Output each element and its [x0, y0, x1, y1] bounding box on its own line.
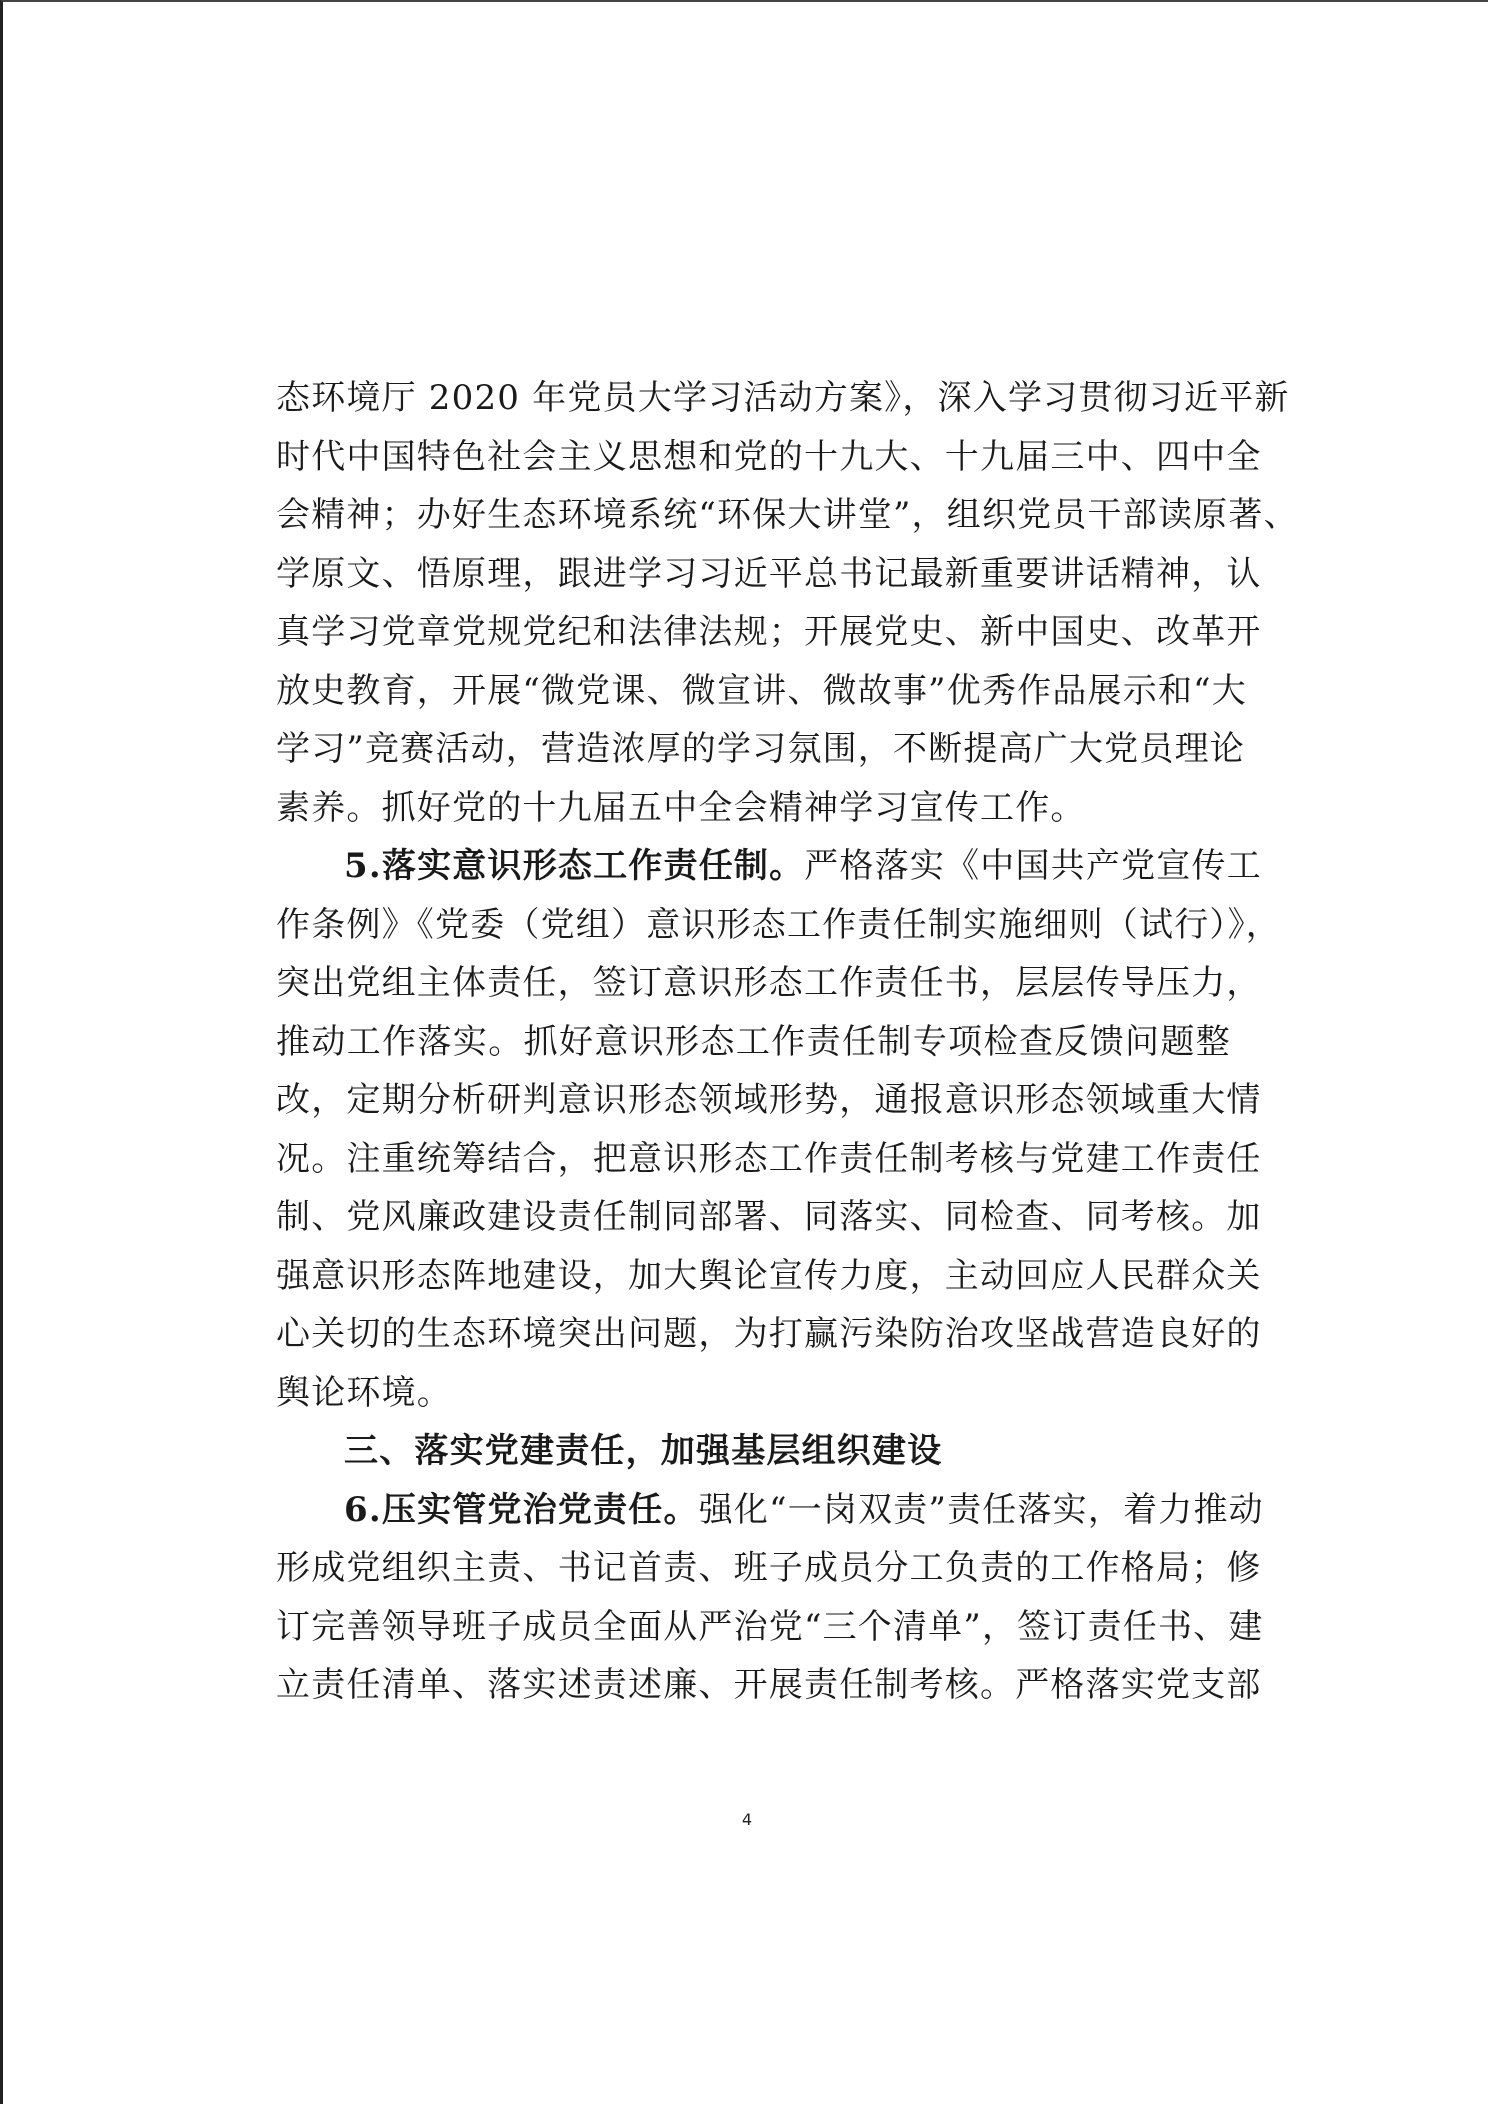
text-line: 况。注重统筹结合，把意识形态工作责任制考核与党建工作责任	[276, 1138, 1262, 1179]
item-heading: 5.落实意识形态工作责任制。	[344, 846, 805, 886]
text-line: 作条例》《党委（党组）意识形态工作责任制实施细则（试行）》，	[276, 904, 1281, 945]
text-line: 制、党风廉政建设责任制同部署、同落实、同检查、同考核。加	[276, 1197, 1262, 1237]
page-number: 4	[741, 1810, 753, 1829]
body-text	[276, 369, 1299, 1715]
text-line: 立责任清单、落实述责述廉、开展责任制考核。严格落实党支部	[276, 1665, 1262, 1705]
item-heading-rest: 强化“一岗双责”责任落实，着力推动	[698, 1489, 1264, 1530]
text-line: 形成党组织主责、书记首责、班子成员分工负责的工作格局；修	[276, 1548, 1262, 1588]
text-line: 改，定期分析研判意识形态领域形势，通报意识形态领域重大情	[276, 1080, 1262, 1120]
text-line: 素养。抓好党的十九届五中全会精神学习宣传工作。	[276, 787, 1086, 828]
paragraph-first-line	[276, 1481, 1264, 1540]
item-heading-rest: 严格落实《中国共产党宣传工	[804, 846, 1262, 886]
text-line: 强意识形态阵地建设，加大舆论宣传力度，主动回应人民群众关	[276, 1255, 1262, 1296]
item-heading: 6.压实管党治党责任。	[344, 1489, 699, 1530]
text-line: 会精神；办好生态环境系统“环保大讲堂”，组织党员干部读原著、	[276, 495, 1299, 535]
section-title: 三、落实党建责任，加强基层组织建设	[344, 1431, 943, 1471]
text-line: 突出党组主体责任，签订意识形态工作责任书，层层传导压力，	[276, 963, 1262, 1003]
text-line: 学原文、悟原理，跟进学习习近平总书记最新重要讲话精神，认	[276, 553, 1262, 594]
text-line: 推动工作落实。抓好意识形态工作责任制专项检查反馈问题整	[276, 1021, 1231, 1062]
text-line: 放史教育，开展“微党课、微宣讲、微故事”优秀作品展示和“大	[276, 670, 1247, 711]
text-line: 时代中国特色社会主义思想和党的十九大、十九届三中、四中全	[276, 436, 1262, 477]
text-line: 订完善领导班子成员全面从严治党“三个清单”，签订责任书、建	[276, 1606, 1264, 1647]
text-line: 舆论环境。	[276, 1372, 452, 1413]
text-line: 学习”竞赛活动，营造浓厚的学习氛围，不断提高广大党员理论	[276, 729, 1245, 769]
text-line: 心关切的生态环境突出问题，为打赢污染防治攻坚战营造良好的	[276, 1314, 1262, 1354]
text-line: 真学习党章党规党纪和法律法规；开展党史、新中国史、改革开	[276, 612, 1262, 652]
paragraph-first-line	[276, 837, 1262, 896]
text-line: 态环境厅 2020 年党员大学习活动方案》，深入学习贯彻习近平新	[276, 378, 1290, 418]
